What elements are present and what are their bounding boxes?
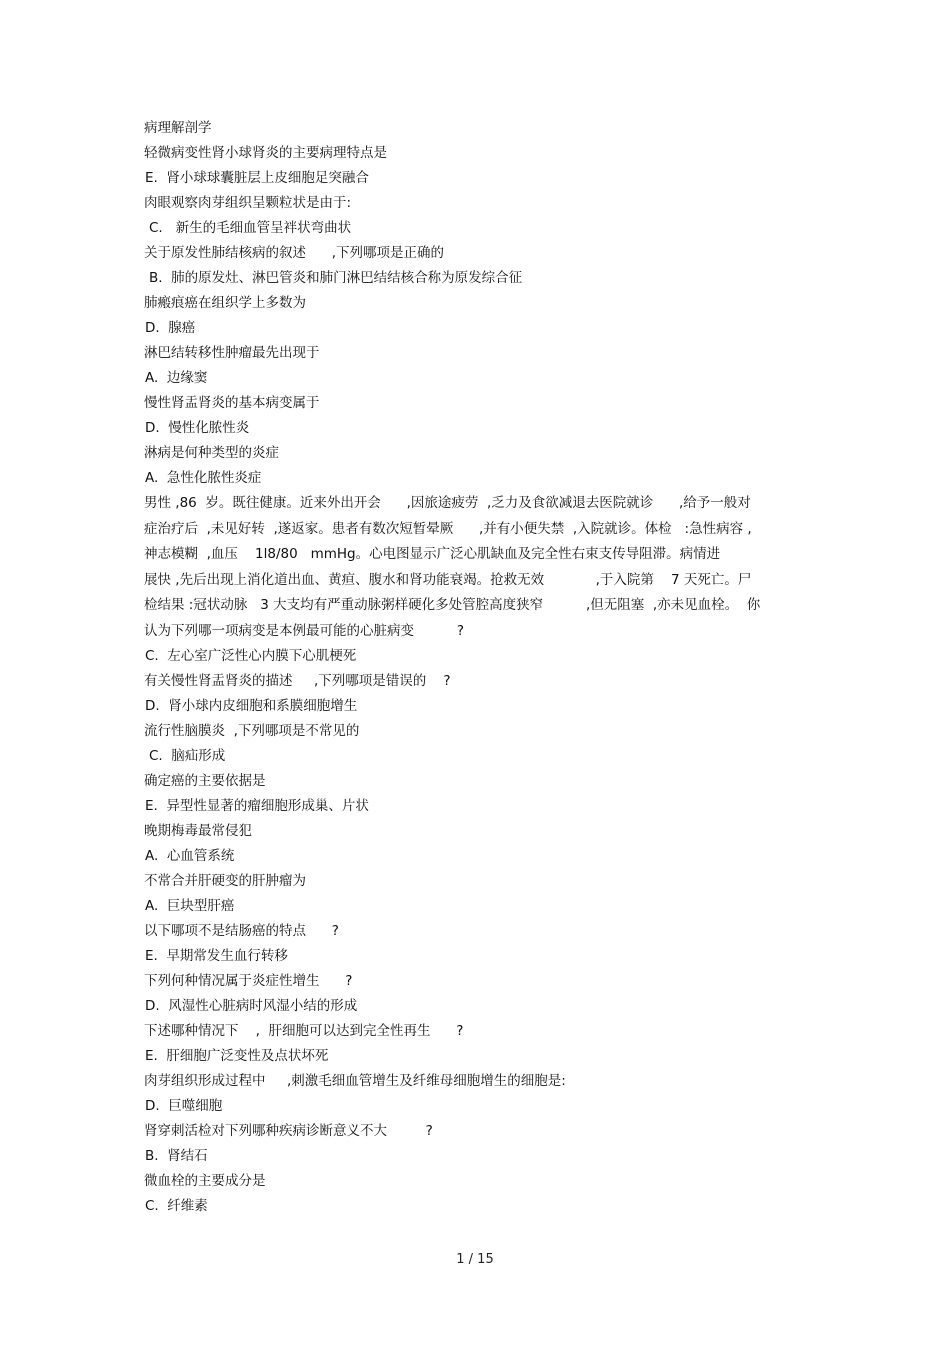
question-line: 轻微病变性肾小球肾炎的主要病理特点是 <box>144 145 387 161</box>
question-line: 淋巴结转移性肿瘤最先出现于 <box>144 345 320 361</box>
question-line: 流行性脑膜炎 ,下列哪项是不常见的 <box>144 723 360 739</box>
question-line: 确定癌的主要依据是 <box>144 773 266 789</box>
question-line: 肾穿刺活检对下列哪种疾病诊断意义不大 ? <box>144 1123 433 1139</box>
answer-line: E. 肝细胞广泛变性及点状坏死 <box>145 1048 329 1064</box>
question-line: 下列何种情况属于炎症性增生 ? <box>144 973 353 989</box>
answer-line: E. 肾小球球囊脏层上皮细胞足突融合 <box>145 170 369 186</box>
paragraph-line: 检结果 :冠状动脉 3 大支均有严重动脉粥样硬化多处管腔高度狭窄 ,但无阻塞 ,亦未见血栓。 你 <box>144 597 761 613</box>
question-line: 不常合并肝硬变的肝肿瘤为 <box>144 873 306 889</box>
answer-line: B. 肾结石 <box>145 1148 208 1164</box>
answer-line: D. 巨噬细胞 <box>145 1098 223 1114</box>
answer-line: B. 肺的原发灶、淋巴管炎和肺门淋巴结结核合称为原发综合征 <box>149 270 523 286</box>
paragraph-line: 认为下列哪一项病变是本例最可能的心脏病变 ? <box>144 622 465 639</box>
case-paragraph <box>144 491 814 644</box>
question-line: 关于原发性肺结核病的叙述 ,下列哪项是正确的 <box>144 245 445 261</box>
question-line: 淋病是何种类型的炎症 <box>144 445 279 461</box>
question-line: 慢性肾盂肾炎的基本病变属于 <box>144 395 320 411</box>
answer-line: E. 早期常发生血行转移 <box>145 948 288 964</box>
paragraph-line: 症治疗后 ,未见好转 ,遂返家。患者有数次短暂晕厥 ,并有小便失禁 ,入院就诊。体检 :急性病容 , <box>144 520 752 537</box>
question-line: 肺瘢痕癌在组织学上多数为 <box>144 295 306 311</box>
answer-line: A. 急性化脓性炎症 <box>145 470 262 486</box>
question-line: 微血栓的主要成分是 <box>144 1173 266 1189</box>
qa-block-1 <box>144 141 814 491</box>
page-indicator: 1 / 15 <box>456 1252 494 1267</box>
question-line: 下述哪种情况下 , 肝细胞可以达到完全性再生 ? <box>144 1023 464 1039</box>
answer-line: A. 心血管系统 <box>145 848 235 864</box>
answer-line: C. 纤维素 <box>145 1198 208 1214</box>
question-line: 肉眼观察肉芽组织呈颗粒状是由于: <box>144 195 352 211</box>
question-line: 以下哪项不是结肠癌的特点 ? <box>144 923 339 939</box>
answer-line: C. 左心室广泛性心内膜下心肌梗死 <box>145 648 357 664</box>
answer-line: D. 慢性化脓性炎 <box>145 420 250 436</box>
qa-block-2 <box>144 644 814 1219</box>
document-body <box>144 116 814 1219</box>
question-line: 晚期梅毒最常侵犯 <box>144 823 252 839</box>
answer-line: A. 边缘窦 <box>145 370 208 386</box>
answer-line: D. 腺癌 <box>145 320 196 336</box>
answer-line: D. 肾小球内皮细胞和系膜细胞增生 <box>145 698 358 714</box>
question-line: 有关慢性肾盂肾炎的描述 ,下列哪项是错误的 ? <box>144 673 451 689</box>
answer-line: A. 巨块型肝癌 <box>145 898 235 914</box>
question-line: 肉芽组织形成过程中 ,刺激毛细血管增生及纤维母细胞增生的细胞是: <box>144 1073 566 1089</box>
answer-line: E. 异型性显著的瘤细胞形成巢、片状 <box>145 798 369 814</box>
paragraph-line: 神志模糊 ,血压 1l8/80 mmHg。心电图显示广泛心肌缺血及完全性右束支传导阻滞。病情进 <box>144 546 721 562</box>
answer-line: C. 脑疝形成 <box>149 748 226 764</box>
answer-line: D. 风湿性心脏病时风湿小结的形成 <box>145 998 358 1014</box>
paragraph-line: 男性 ,86 岁。既往健康。近来外出开会 ,因旅途疲劳 ,乏力及食欲减退去医院就诊 ,给予一般对 <box>144 495 751 511</box>
paragraph-line: 展快 ,先后出现上消化道出血、黄疸、腹水和肾功能衰竭。抢救无效 ,于入院第 7 天死亡。尸 <box>144 571 752 588</box>
document-title: 病理解剖学 <box>144 120 212 136</box>
answer-line: C. 新生的毛细血管呈袢状弯曲状 <box>149 220 352 236</box>
